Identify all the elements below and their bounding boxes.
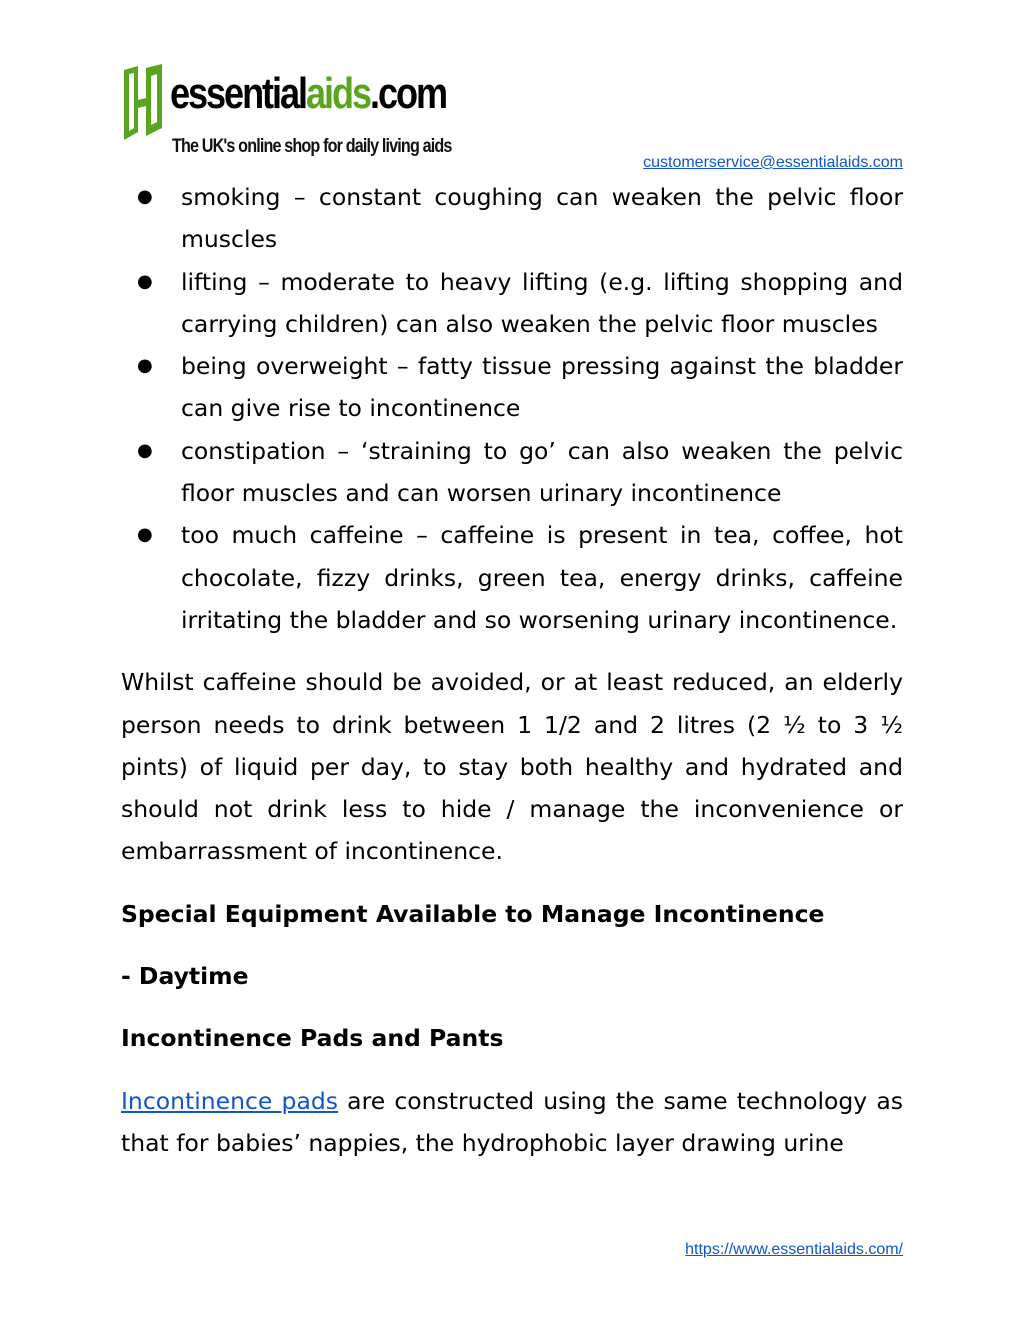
list-item: ● being overweight – fatty tissue pressing against the bladder can give rise to incontinence <box>121 345 903 430</box>
logo-word-com: .com <box>369 69 447 118</box>
logo-wordmark <box>170 69 447 118</box>
incontinence-pads-link[interactable]: Incontinence pads <box>121 1086 339 1115</box>
section-heading-pads-pants: Incontinence Pads and Pants <box>121 1024 504 1053</box>
paragraph-pads-text: are constructed using the same technology as that for babies’ nappies, the hydrophobic layer drawing urine <box>121 1086 903 1157</box>
list-item: ● too much caffeine – caffeine is present in tea, coffee, hot chocolate, fizzy drinks, green tea, energy drinks, caffeine irritating the bladder and so worsening urinary incontinence. <box>121 514 903 641</box>
list-item: ● smoking – constant coughing can weaken the pelvic floor muscles <box>121 176 903 261</box>
paragraph-hydration: Whilst caffeine should be avoided, or at least reduced, an elderly person needs to drink between 1 1/2 and 2 litres (2 ½ to 3 ½ pints) of liquid per day, to stay both healthy and hydrated and should not drink less to hide / manage the inconvenience or embarrassment of incontinence. <box>121 668 903 866</box>
customer-service-email-link[interactable]: customerservice@essentialaids.com <box>643 154 903 171</box>
risk-factor-list <box>121 176 903 641</box>
section-heading-daytime: - Daytime <box>121 962 249 991</box>
section-heading-equipment: Special Equipment Available to Manage Incontinence <box>121 899 825 928</box>
document-body <box>121 176 903 1164</box>
brand-logo[interactable] <box>120 58 452 158</box>
logo-word-essential: essential <box>170 69 306 118</box>
footer-website-link[interactable]: https://www.essentialaids.com/ <box>685 1241 903 1258</box>
list-item: ● lifting – moderate to heavy lifting (e.g. lifting shopping and carrying children) can also weaken the pelvic floor muscles <box>121 261 903 346</box>
logo-word-aids: aids <box>305 69 370 118</box>
list-item: ● constipation – ‘straining to go’ can also weaken the pelvic floor muscles and can worsen urinary incontinence <box>121 430 903 515</box>
logo-tagline: The UK's online shop for daily living aids <box>172 136 452 157</box>
ea-logo-mark-icon <box>120 62 166 146</box>
paragraph-pads <box>121 1080 903 1165</box>
